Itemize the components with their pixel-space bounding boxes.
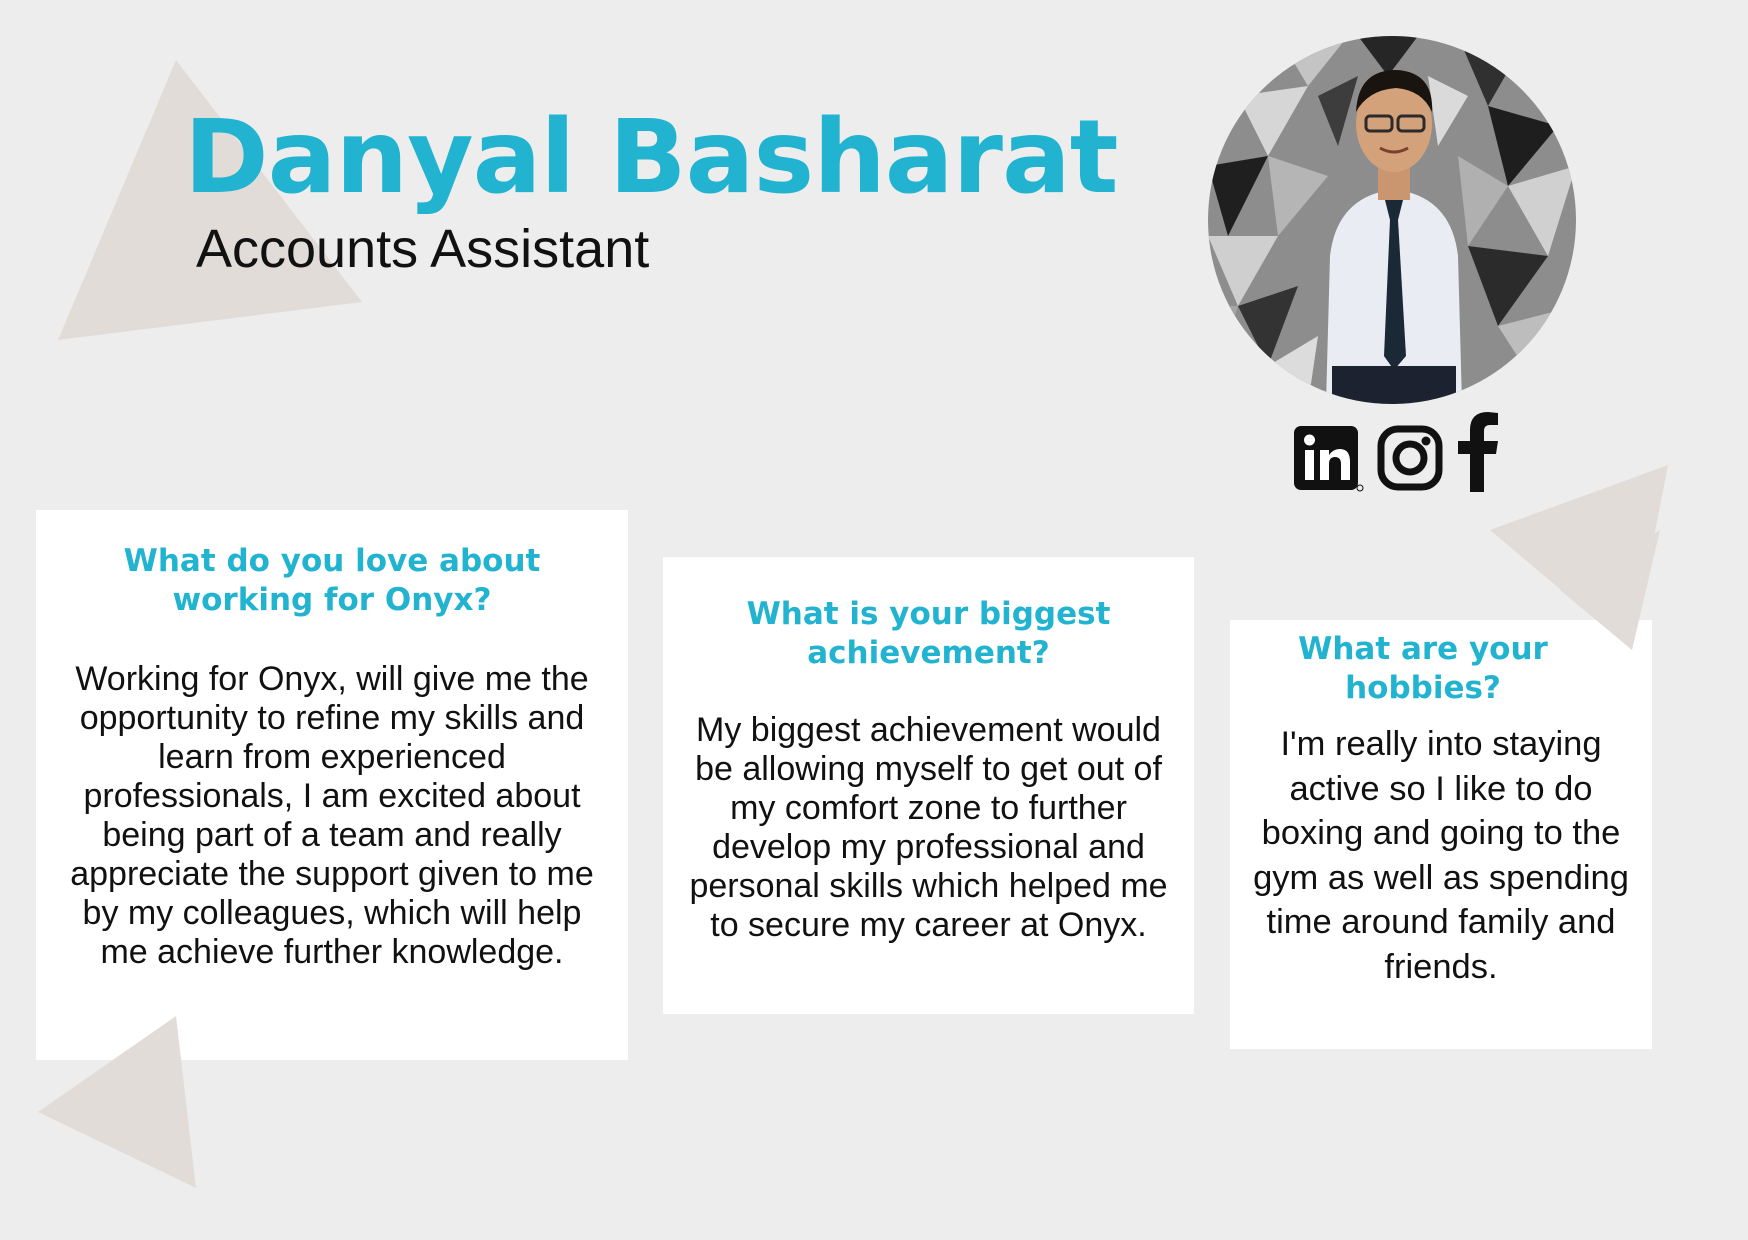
question-card-hobbies [1230,620,1652,1049]
card-question: What do you love about working for Onyx? [123,543,541,618]
linkedin-icon[interactable] [1294,422,1364,492]
facebook-icon[interactable] [1456,410,1500,492]
question-card-love-working [36,510,628,1060]
profile-role: Accounts Assistant [196,219,650,279]
card-answer: Working for Onyx, will give me the opportunity to refine my skills and learn from experienced professionals, I am excited about being part of a team and really appreciate the support given to me by my colleagues, which will help me achieve further knowledge. [70,660,594,971]
question-card-achievement [663,557,1194,1014]
card-answer: I'm really into staying active so I like to do boxing and going to the gym as well as spending time around family and friends. [1253,725,1629,986]
profile-name: Danyal Basharat [184,98,1118,217]
card-answer: My biggest achievement would be allowing myself to get out of my comfort zone to further develop my professional and personal skills which helped me to secure my career at Onyx. [689,711,1168,944]
social-links [1294,410,1500,492]
instagram-icon[interactable] [1376,424,1444,492]
card-question: What are your hobbies? [1298,631,1548,706]
profile-photo [1208,36,1576,404]
card-question: What is your biggest achievement? [746,596,1111,671]
